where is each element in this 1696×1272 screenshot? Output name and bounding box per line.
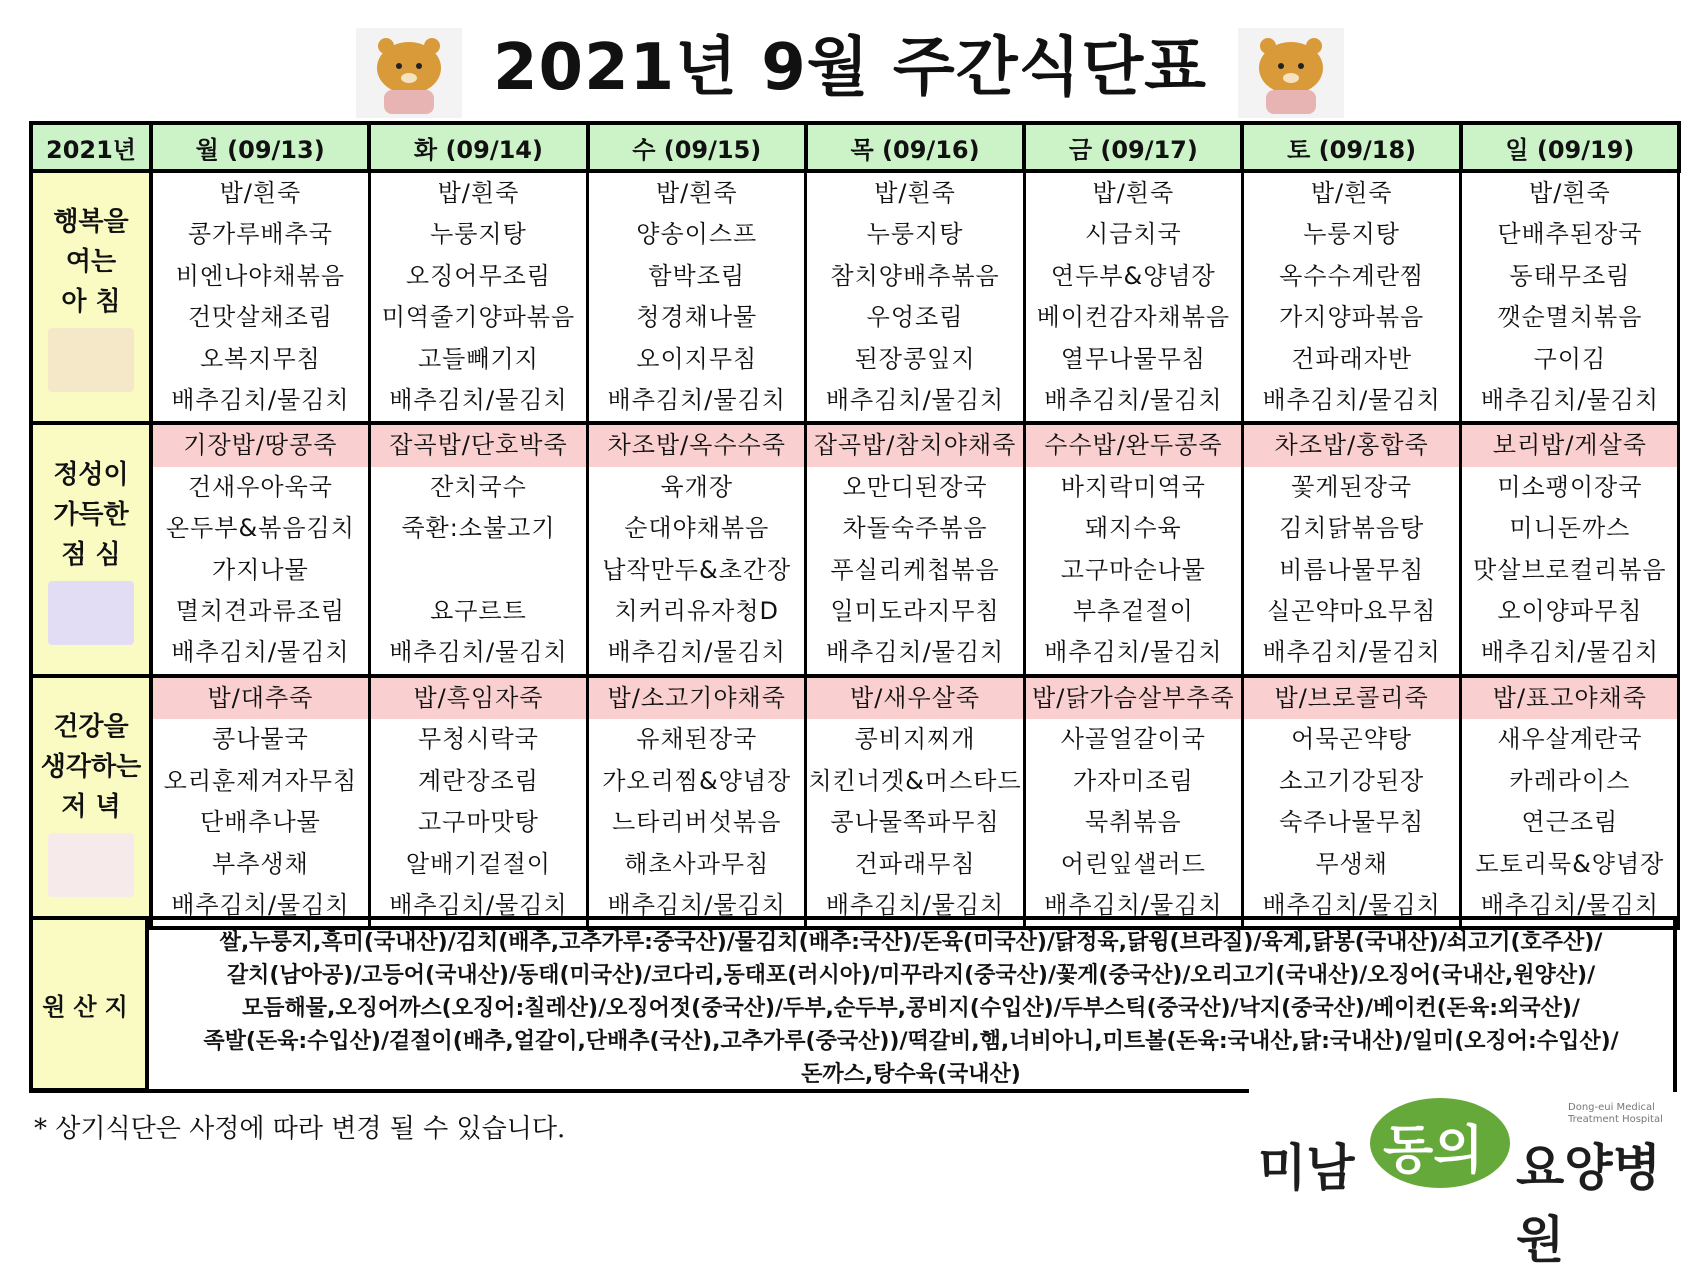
- origin-line: 쌀,누룽지,흑미(국내산)/김치(배추,고추가루:중국산)/물김치(배추:국산)/돈육(미국산)/닭정육,닭윙(브라질)/육계,닭봉(국내산)/쇠고기(호주산)/: [219, 930, 1603, 955]
- menu-item: 배추김치/물김치: [1024, 632, 1242, 675]
- menu-item: 밥/새우살죽: [806, 676, 1024, 719]
- menu-item: 요구르트: [369, 591, 587, 632]
- menu-item: 배추김치/물김치: [1024, 380, 1242, 423]
- dinner-row: [31, 802, 1679, 843]
- menu-item: 배추김치/물김치: [1461, 380, 1679, 423]
- menu-item: [369, 550, 587, 591]
- menu-item: 건파래무침: [806, 844, 1024, 885]
- header-year: 2021년: [31, 123, 151, 171]
- menu-item: 양송이스프: [588, 214, 806, 255]
- dinner-label-line: 저 녁: [61, 792, 121, 823]
- lunch-row: [31, 632, 1679, 675]
- menu-item: 밥/흰죽: [369, 171, 587, 214]
- header-day-mon: 월 (09/13): [151, 123, 369, 171]
- menu-item: 밥/흰죽: [1461, 171, 1679, 214]
- breakfast-row: [31, 297, 1679, 338]
- menu-item: 누룽지탕: [1242, 214, 1460, 255]
- dinner-row: [31, 844, 1679, 885]
- menu-item: 배추김치/물김치: [1024, 885, 1242, 928]
- footnote: * 상기식단은 사정에 따라 변경 될 수 있습니다.: [34, 1114, 566, 1144]
- menu-item: 도토리묵&양념장: [1461, 844, 1679, 885]
- origin-bottom-border: [29, 1089, 1249, 1093]
- menu-item: 밥/흰죽: [1024, 171, 1242, 214]
- origin-text: [149, 916, 1677, 1092]
- logo-text-part3: 요양병원: [1516, 1139, 1661, 1269]
- menu-item: 차조밥/옥수수죽: [588, 423, 806, 466]
- breakfast-row: [31, 171, 1679, 214]
- menu-item: 멸치견과류조림: [151, 591, 369, 632]
- weekly-menu-table: [29, 121, 1681, 930]
- dinner-label-line: 건강을: [53, 712, 129, 743]
- menu-item: 오복지무침: [151, 339, 369, 380]
- menu-item: 열무나물무침: [1024, 339, 1242, 380]
- menu-item: 무청시락국: [369, 719, 587, 760]
- menu-item: 구이김: [1461, 339, 1679, 380]
- menu-item: 김치닭볶음탕: [1242, 508, 1460, 549]
- header-row: [31, 123, 1679, 171]
- lunch-row: [31, 508, 1679, 549]
- menu-item: 고구마순나물: [1024, 550, 1242, 591]
- menu-item: 함박조림: [588, 256, 806, 297]
- menu-item: 납작만두&초간장: [588, 550, 806, 591]
- menu-item: 미소팽이장국: [1461, 467, 1679, 508]
- menu-item: 콩나물쪽파무침: [806, 802, 1024, 843]
- menu-item: 해초사과무침: [588, 844, 806, 885]
- menu-item: 밥/소고기야채죽: [588, 676, 806, 719]
- menu-item: 오만디된장국: [806, 467, 1024, 508]
- menu-item: 배추김치/물김치: [1461, 632, 1679, 675]
- menu-item: 콩비지찌개: [806, 719, 1024, 760]
- page-title: 2021년 9월 주간식단표: [493, 31, 1207, 105]
- menu-item: 배추김치/물김치: [588, 380, 806, 423]
- menu-item: 묵취볶음: [1024, 802, 1242, 843]
- hospital-logo: [1258, 1090, 1668, 1269]
- header-day-tue: 화 (09/14): [369, 123, 587, 171]
- menu-item: 돼지수육: [1024, 508, 1242, 549]
- menu-item: 치킨너겟&머스타드: [806, 761, 1024, 802]
- menu-item: 실곤약마요무침: [1242, 591, 1460, 632]
- dinner-row: [31, 719, 1679, 760]
- breakfast-row: [31, 339, 1679, 380]
- logo-english-line2: Treatment Hospital: [1568, 1114, 1663, 1125]
- lunch-row: [31, 467, 1679, 508]
- menu-item: 육개장: [588, 467, 806, 508]
- menu-item: 밥/흰죽: [1242, 171, 1460, 214]
- menu-item: 비름나물무침: [1242, 550, 1460, 591]
- menu-item: 배추김치/물김치: [588, 632, 806, 675]
- logo-text-part2: 동의: [1383, 1121, 1484, 1181]
- origin-line: 돈까스,탕수육(국내산): [801, 1062, 1021, 1087]
- origin-line: 갈치(남아공)/고등어(국내산)/동태(미국산)/코다리,동태포(러시아)/미꾸라지(중국산)/꽃게(중국산)/오리고기(국내산)/오징어(국내산,원양산)/: [226, 963, 1596, 988]
- origin-line: 족발(돈육:수입산)/겉절이(배추,얼갈이,단배추(국산),고추가루(중국산))/떡갈비,햄,너비아니,미트볼(돈육:국내산,닭:국내산)/일미(오징어:수입산)/: [203, 1029, 1619, 1054]
- menu-body: [31, 171, 1679, 928]
- menu-item: 건맛살채조림: [151, 297, 369, 338]
- menu-item: 맛살브로컬리볶음: [1461, 550, 1679, 591]
- menu-item: 밥/대추죽: [151, 676, 369, 719]
- breakfast-label-line: 아 침: [61, 287, 121, 318]
- logo-english: [1568, 1102, 1663, 1126]
- origin-label: 원산지: [29, 916, 149, 1092]
- dinner-label: [31, 676, 151, 928]
- menu-item: 가지양파볶음: [1242, 297, 1460, 338]
- menu-item: 순대야채볶음: [588, 508, 806, 549]
- menu-item: 어린잎샐러드: [1024, 844, 1242, 885]
- lunch-label-line: 가득한: [53, 499, 129, 530]
- menu-item: 배추김치/물김치: [1242, 632, 1460, 675]
- lunch-label-line: 점 심: [61, 539, 121, 570]
- menu-item: 바지락미역국: [1024, 467, 1242, 508]
- menu-item: 어묵곤약탕: [1242, 719, 1460, 760]
- menu-item: 사골얼갈이국: [1024, 719, 1242, 760]
- header-day-fri: 금 (09/17): [1024, 123, 1242, 171]
- menu-item: 미니돈까스: [1461, 508, 1679, 549]
- title-area: [0, 0, 1696, 116]
- menu-item: 건새우아욱국: [151, 467, 369, 508]
- menu-item: 가오리찜&양념장: [588, 761, 806, 802]
- menu-item: 동태무조림: [1461, 256, 1679, 297]
- menu-item: 배추김치/물김치: [151, 885, 369, 928]
- menu-item: 보리밥/게살죽: [1461, 423, 1679, 466]
- menu-item: 우엉조림: [806, 297, 1024, 338]
- menu-item: 배추김치/물김치: [369, 380, 587, 423]
- menu-item: 부추생채: [151, 844, 369, 885]
- menu-item: 된장콩잎지: [806, 339, 1024, 380]
- menu-item: 잡곡밥/참치야채죽: [806, 423, 1024, 466]
- breakfast-row: [31, 256, 1679, 297]
- menu-item: 수수밥/완두콩죽: [1024, 423, 1242, 466]
- header-day-sun: 일 (09/19): [1461, 123, 1679, 171]
- menu-item: 밥/닭가슴살부추죽: [1024, 676, 1242, 719]
- menu-item: 연근조림: [1461, 802, 1679, 843]
- menu-item: 부추겉절이: [1024, 591, 1242, 632]
- menu-item: 잔치국수: [369, 467, 587, 508]
- menu-item: 배추김치/물김치: [588, 885, 806, 928]
- breakfast-label-line: 행복을: [53, 207, 129, 238]
- menu-item: 온두부&볶음김치: [151, 508, 369, 549]
- menu-item: 옥수수계란찜: [1242, 256, 1460, 297]
- mascot-image-right: [1238, 28, 1344, 118]
- menu-item: 베이컨감자채볶음: [1024, 297, 1242, 338]
- menu-item: 일미도라지무침: [806, 591, 1024, 632]
- menu-item: 밥/흰죽: [151, 171, 369, 214]
- breakfast-label-line: 여는: [65, 247, 117, 278]
- menu-item: 콩가루배추국: [151, 214, 369, 255]
- menu-item: 오이지무침: [588, 339, 806, 380]
- dinner-mascot-icon: [48, 833, 134, 897]
- menu-item: 가지나물: [151, 550, 369, 591]
- menu-item: 밥/브로콜리죽: [1242, 676, 1460, 719]
- breakfast-mascot-icon: [48, 328, 134, 392]
- menu-item: 밥/흑임자죽: [369, 676, 587, 719]
- menu-item: 치커리유자청D: [588, 591, 806, 632]
- menu-item: 배추김치/물김치: [806, 885, 1024, 928]
- menu-item: 새우살계란국: [1461, 719, 1679, 760]
- menu-item: 꽃게된장국: [1242, 467, 1460, 508]
- lunch-row: [31, 591, 1679, 632]
- menu-item: 배추김치/물김치: [151, 632, 369, 675]
- menu-item: 유채된장국: [588, 719, 806, 760]
- menu-item: 계란장조림: [369, 761, 587, 802]
- header-day-wed: 수 (09/15): [588, 123, 806, 171]
- breakfast-row: [31, 380, 1679, 423]
- menu-item: 죽환:소불고기: [369, 508, 587, 549]
- menu-item: 누룽지탕: [369, 214, 587, 255]
- menu-item: 차조밥/홍합죽: [1242, 423, 1460, 466]
- menu-item: 소고기강된장: [1242, 761, 1460, 802]
- menu-item: 단배추나물: [151, 802, 369, 843]
- menu-item: 콩나물국: [151, 719, 369, 760]
- menu-item: 무생채: [1242, 844, 1460, 885]
- menu-item: 청경채나물: [588, 297, 806, 338]
- menu-item: 숙주나물무침: [1242, 802, 1460, 843]
- menu-item: 푸실리케첩볶음: [806, 550, 1024, 591]
- menu-item: 단배추된장국: [1461, 214, 1679, 255]
- origin-section: [29, 916, 1677, 1092]
- menu-item: 오이양파무침: [1461, 591, 1679, 632]
- menu-item: 배추김치/물김치: [151, 380, 369, 423]
- menu-item: 건파래자반: [1242, 339, 1460, 380]
- lunch-row: [31, 423, 1679, 466]
- menu-item: 알배기겉절이: [369, 844, 587, 885]
- menu-item: 깻순멸치볶음: [1461, 297, 1679, 338]
- menu-item: 누룽지탕: [806, 214, 1024, 255]
- menu-item: 밥/흰죽: [588, 171, 806, 214]
- dinner-row: [31, 676, 1679, 719]
- menu-item: 기장밥/땅콩죽: [151, 423, 369, 466]
- menu-item: 연두부&양념장: [1024, 256, 1242, 297]
- breakfast-label: [31, 171, 151, 423]
- menu-item: 참치양배추볶음: [806, 256, 1024, 297]
- menu-item: 카레라이스: [1461, 761, 1679, 802]
- menu-item: 배추김치/물김치: [1242, 380, 1460, 423]
- menu-item: 배추김치/물김치: [369, 632, 587, 675]
- menu-item: 오리훈제겨자무침: [151, 761, 369, 802]
- menu-item: 오징어무조림: [369, 256, 587, 297]
- lunch-mascot-icon: [48, 581, 134, 645]
- header-day-thu: 목 (09/16): [806, 123, 1024, 171]
- header-day-sat: 토 (09/18): [1242, 123, 1460, 171]
- menu-item: 배추김치/물김치: [806, 380, 1024, 423]
- lunch-row: [31, 550, 1679, 591]
- menu-item: 차돌숙주볶음: [806, 508, 1024, 549]
- menu-item: 고구마맛탕: [369, 802, 587, 843]
- breakfast-row: [31, 214, 1679, 255]
- logo-english-line1: Dong-eui Medical: [1568, 1102, 1655, 1113]
- menu-item: 배추김치/물김치: [1461, 885, 1679, 928]
- menu-item: 느타리버섯볶음: [588, 802, 806, 843]
- menu-item: 미역줄기양파볶음: [369, 297, 587, 338]
- menu-item: 밥/표고야채죽: [1461, 676, 1679, 719]
- menu-item: 잡곡밥/단호박죽: [369, 423, 587, 466]
- dinner-label-line: 생각하는: [40, 752, 142, 783]
- lunch-label-line: 정성이: [53, 459, 129, 490]
- dinner-row: [31, 761, 1679, 802]
- menu-item: 배추김치/물김치: [1242, 885, 1460, 928]
- menu-item: 시금치국: [1024, 214, 1242, 255]
- menu-item: 배추김치/물김치: [369, 885, 587, 928]
- origin-line: 모듬해물,오징어까스(오징어:칠레산)/오징어젓(중국산)/두부,순두부,콩비지(수입산)/두부스틱(중국산)/낙지(중국산)/베이컨(돈육:외국산)/: [242, 996, 1580, 1021]
- lunch-label: [31, 423, 151, 675]
- mascot-image-left: [356, 28, 462, 118]
- logo-text-part1: 미남: [1258, 1139, 1355, 1197]
- menu-item: 고들빼기지: [369, 339, 587, 380]
- menu-item: 밥/흰죽: [806, 171, 1024, 214]
- menu-item: 가자미조림: [1024, 761, 1242, 802]
- menu-item: 비엔나야채볶음: [151, 256, 369, 297]
- menu-item: 배추김치/물김치: [806, 632, 1024, 675]
